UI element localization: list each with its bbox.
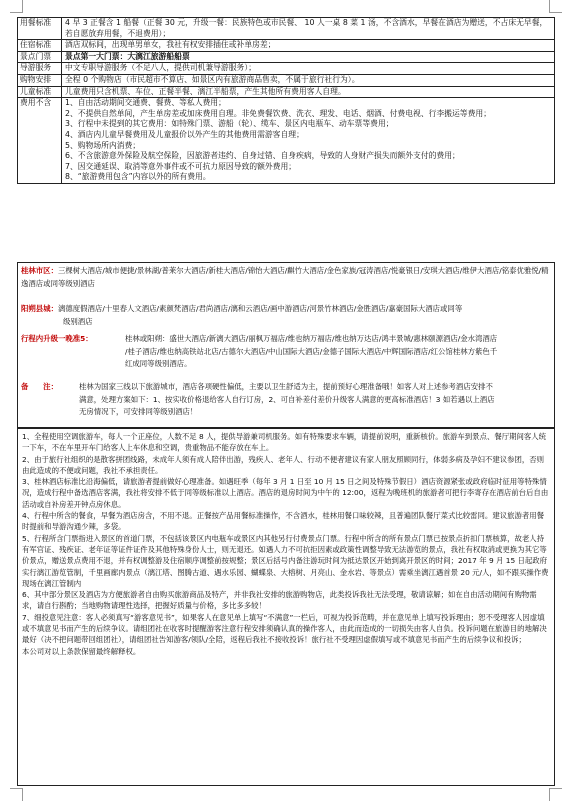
hotel-list-cont: 红成同等级别酒店。 — [125, 359, 192, 369]
fee-text: “旅游费用包含”内容以外的所有费用。 — [77, 172, 211, 182]
note-item: 5、行程所含门票指进入景区的首道门票，不包括该景区内电瓶车或景区内其他另行付费景点门票。行程中所含的所有景点门票已按景点折扣门票核算，故老人持有军官证、残疾证、老年证等证件证件及其他特殊身份人士，则无退还。如遇人力不可抗拒因素或政策性调整导致无法游览的景点，我社有权取消或更换为其它等价景点，赠送景点费用不退，并有权调整游及住宿顺序调整前按规整；景区后括号内备注游玩时间为抵达景区开始到离开景区的时间；2017 年 9 月 15 日起政府实行漓江游览管制，千里画廊内景点（漓江塔、图腾古道、遇水乐园、蝴蝶泉、大榕树、月亮山、金水岩、等景点）需乘坐漓江遇首景 20 元/人，如不跟买操作费现场在漓江管制内 — [22, 533, 549, 588]
fees-list — [62, 98, 555, 184]
notes-box — [17, 428, 555, 786]
service-table — [17, 17, 555, 184]
hotel-reference-box — [17, 262, 555, 428]
hotel-list-cont: /桂子酒店/维也纳高铁站北店/古德尔大酒店/中山国际大酒店/金德子国际大酒店/中辉国际酒店/红公馆桂林方紫色千 — [125, 346, 498, 356]
row-content: 儿童费用只含机票、车位、正餐半餐、漓江半船票，产生其他所有费用客人自理。 — [62, 86, 555, 98]
fee-number: 1、 — [65, 98, 78, 108]
row-fees-excluded — [18, 98, 555, 184]
row-shopping — [18, 74, 555, 86]
row-label: 导游服务 — [18, 63, 62, 75]
remarks-text: 桂林为国家三线以下旅游城市，酒店各项硬性偏低，主要以卫生舒适为主，提前预好心理准备哦！如客人对上述参考酒店安排不 — [79, 382, 493, 391]
hotel-group-label: 桂林市区： — [21, 266, 58, 275]
fee-text: 因交通延误、取消等意外事件或不可抗力原因导致的额外费用； — [77, 161, 297, 171]
fee-item — [65, 130, 551, 141]
row-label: 费用不含 — [18, 98, 62, 184]
row-content: 景点第一大门票：大漓江旅游船船票 — [62, 51, 555, 63]
hotel-group-guilin — [21, 265, 551, 290]
fee-text: 自由活动期间交通费、餐费、等私人费用； — [77, 98, 226, 108]
fee-item — [65, 162, 551, 173]
note-item: 7、细投意见注意：客人必须真写“游客意见书”，如果客人在意见单上填写“不满意”一栏后，可视为投诉范畴，并在意见单上填写投诉理由；恕不受理客人因虚填或不填意见书而产生的后续争议。请组团社在收客时提醒游客注意行程安排须确认真的操作客人，由此而造成的一切损失由客人自负。投诉问题在旅游目的地解决最好（决不把问题带回组团社），请组团社告知游客/领队/全陪，返程后我社不接收投诉！旅行社不受理因虚假填写或不填意见书而产生的后续争议和投诉； — [22, 612, 547, 645]
row-label: 儿童标准 — [18, 86, 62, 98]
fee-number: 7、 — [65, 161, 78, 171]
row-meal — [18, 18, 555, 40]
fee-number: 5、 — [65, 140, 78, 150]
fee-item — [65, 98, 551, 109]
hotel-remarks — [21, 381, 551, 419]
fee-number: 4、 — [65, 129, 78, 139]
crop-mark — [549, 788, 562, 801]
fee-item — [65, 109, 551, 120]
hotel-group-label: 行程内升级一晚准5： — [21, 334, 93, 343]
fee-text: 酒店内儿童早餐费用及儿童报价以外产生的其他费用需游客自理； — [77, 129, 304, 139]
hotel-list: 三棵树大酒店/城市便捷/景林湖/普莱尔大酒店/新桂大酒店/锦怡大酒店/麒竹大酒店/金色家族/冠涛酒店/悦豪银日/安琪大酒店/维伊大酒店/铭泰优雅悦/精逸酒店或同等级别酒店 — [21, 266, 549, 288]
hotel-group-label: 阳朔县城： — [21, 304, 58, 313]
row-content: 中文专职导游服务（不足八人，提供司机兼导游服务）； — [62, 63, 555, 75]
row-children — [18, 86, 555, 98]
fee-item — [65, 141, 551, 152]
note-item: 4、行程中所含的餐食，早餐为酒店房含，不用不退。正餐按产品用餐标准操作，不含酒水，桂林用餐口味较辣，且普遍团队餐厅菜式比较雷同。建议旅游者用餐时提前和导游沟通少辣，多袋。 — [22, 511, 545, 532]
remarks-text-cont: 无房情况下，可安排同等级别酒店！ — [79, 407, 198, 417]
hotel-list: 桂林或阳朔：盛世大酒店/新漓大酒店/丽枫万福店/维也纳万福店/维也纳万达店/鸿丰景城/惠林颐源酒店/金水湾酒店 — [125, 334, 498, 343]
fee-number: 3、 — [65, 119, 78, 129]
fee-item — [65, 119, 551, 130]
crop-mark — [10, 788, 23, 801]
crop-mark — [10, 0, 23, 13]
fee-text: 不含旅游意外保险及航空保险，因旅游者违约、自身过错、自身疾病，导致的人身财产损失而额外支付的费用； — [77, 151, 460, 161]
note-item: 3、桂林酒店标准比沿海偏低，请旅游者提前做好心理准备。如遇旺季（每年 3 月 1 日至 10 月 15 日之间及特殊节假日）酒店资源紧张或政府临时征用等特殊情况，造成行程中备选酒店客满，我社将安排不低于同等级标准以上酒店。酒店的退房时间为中午的 12:00，返程为晚班机的旅游者可把行李寄存在酒店前台后自由活动或自补房差开钟点房休息。 — [22, 477, 549, 509]
row-content: 4 早 3 正餐含 1 船餐（正餐 30 元，升级一餐：民族特色或市民餐、 10 人一桌 8 菜 1 汤，不含酒水，早餐在酒店为赠送，不占床无早餐，若自愿放弃用餐，不退费用）； — [62, 18, 555, 40]
fee-item — [65, 151, 551, 162]
remarks-text-cont: 满意，处理方案如下：1、按实收价格退给客人自行订房，2、可自补差付差价升级客人满意的更高标准酒店！3 如若遇以上酒店 — [79, 394, 495, 404]
note-item: 2、由于旅行社组织的是散客拼团线路，未成年人须有成人陪伴出游，残疾人、老年人、行动不便者建议有家人朋友照顾同行，体弱多病及孕妇不建议参团，否则由此造成的不便或问题，我社不承担责任。 — [22, 454, 545, 475]
fee-number: 8、 — [65, 172, 78, 182]
note-item: 6、其中部分景区及酒店为方便旅游者自由购买旅游商品及特产，并非我社安排的旅游购物店，此类投诉我社无法受理，敬请谅解；如在自由活动期间有购物需求，请自行斟酌；当地购物请理性选择，把握好质量与价格，多比多多较！ — [22, 590, 537, 611]
row-label: 景点门票 — [18, 51, 62, 63]
fee-number: 6、 — [65, 151, 78, 161]
footer-statement: 本公司对以上条款保留最终解释权。 — [22, 646, 141, 656]
fee-number: 2、 — [65, 108, 78, 118]
hotel-list-cont: 级别酒店 — [63, 316, 93, 326]
crop-mark — [549, 0, 562, 13]
row-hotel — [18, 40, 555, 52]
hotel-group-upgrade — [21, 333, 551, 371]
fee-text: 购物场所内消费； — [77, 140, 141, 150]
notes-list — [18, 429, 554, 659]
fee-text: 不提供自然单间，产生单房差或加床费用自理。非免费餐饮费、洗衣、理发、电话、烟酒、付费电视、行李搬运等费用； — [77, 108, 491, 118]
fee-text: 行程中未提到的其它费用：如特殊门票、游船（轮）、缆车、景区内电瓶车、动车票等费用； — [77, 119, 394, 129]
row-tickets — [18, 51, 555, 63]
row-label: 购物安排 — [18, 74, 62, 86]
hotel-group-yangshuo — [21, 303, 551, 328]
hotel-list: 漓德度假酒店/十里春人文酒店/素颜梵酒店/君尚酒店/漓和云酒店/画中游酒店/河景竹林酒店/金胜酒店/嘉豪国际大酒店或同等 — [57, 304, 463, 313]
row-label: 用餐标准 — [18, 18, 62, 40]
remarks-label: 备 注： — [21, 382, 58, 391]
row-label: 住宿标准 — [18, 40, 62, 52]
row-content: 全程 0 个购物店（市民超市不算店、如景区内有旅游商品售卖，不属于旅行社行为）。 — [62, 74, 555, 86]
note-item: 1、全程使用空调旅游车，每人一个正座位，人数不足 8 人，提供导游兼司机服务。如有特殊要求车辆，请提前说明，重新核价。旅游车到景点、餐厅期间客人统一下车，不在车里开车门给客人上车休息和空调，贵重物品不能存放在车上。 — [22, 432, 547, 453]
row-guide — [18, 63, 555, 75]
row-content: 酒店双标间，出现单男单女，我社有权安排插住或补单房差； — [62, 40, 555, 52]
fee-item — [65, 172, 551, 183]
